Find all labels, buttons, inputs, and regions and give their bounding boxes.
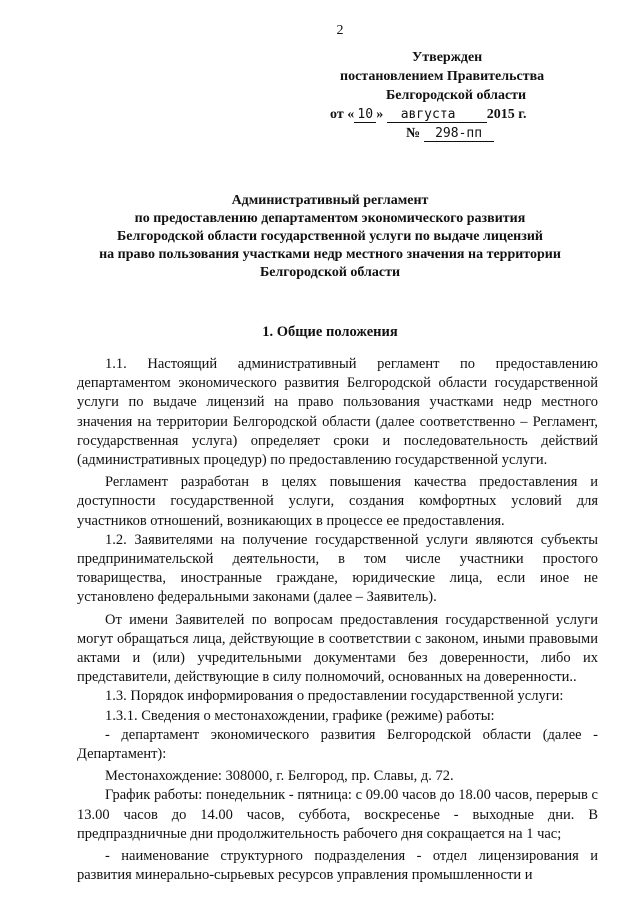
date-year: 2015 г. [486, 107, 527, 122]
paragraph: От имени Заявителей по вопросам предоставления государственной услуги могут обращаться лица, действующие в соответствии с законом, иными правовыми актами и (или) учредительными документами без доверенности, либо их представители, действующие в силу полномочий, основанных на доверенности.. [77, 611, 598, 686]
date-month: августа [387, 108, 487, 123]
date-day: 10 [354, 108, 376, 123]
document-title [60, 192, 600, 282]
approval-line-resolution: постановлением Правительства [340, 69, 545, 84]
paragraph: 1.2. Заявителями на получение государственной услуги являются субъекты предпринимательской деятельности, в том числе участники простого товарищества, иностранные граждане, юридические лица, если иное не установлено федеральными законами (далее – Заявитель). [77, 531, 598, 606]
approval-line-approved: Утвержден [412, 50, 483, 65]
title-line-4: на право пользования участками недр местного значения на территории [99, 247, 561, 262]
number-prefix: № [406, 126, 421, 141]
section-heading: 1. Общие положения [262, 324, 398, 340]
number-value: 298-пп [424, 127, 494, 142]
page-number: 2 [336, 23, 344, 38]
paragraph: Регламент разработан в целях повышения качества предоставления и доступности государственной услуги, создания комфортных условий для участников отношений, возникающих в процессе ее предоставления. [77, 474, 598, 529]
paragraph: 1.3.1. Сведения о местонахождении, графике (режиме) работы: [105, 707, 495, 724]
paragraph: Местонахождение: 308000, г. Белгород, пр. Славы, д. 72. [105, 768, 454, 785]
paragraph: - департамент экономического развития Белгородской области (далее - Департамент): [77, 726, 598, 763]
paragraph: График работы: понедельник - пятница: с 09.00 часов до 18.00 часов, перерыв с 13.00 часов до 14.00 часов, суббота, воскресенье - выходные дни. В предпраздничные дни продолжительность рабочего дня сокращается на 1 час; [77, 787, 598, 842]
section-body [77, 355, 598, 885]
paragraph: 1.1. Настоящий административный регламент по предоставлению департаментом экономического развития Белгородской области государственной услуги по выдаче лицензий на право пользования участками недр местного значения на территории Белгородской области (далее соответственно – Регламент, государственная услуга) определяет сроки и последовательность действий (административных процедур) по предоставлению государственной услуги. [77, 356, 598, 469]
title-line-3: Белгородской области государственной услуги по выдаче лицензий [117, 229, 543, 244]
date-prefix: от « [330, 107, 355, 122]
approval-stamp [326, 48, 626, 143]
approval-number [326, 124, 626, 143]
approval-date [326, 105, 626, 124]
paragraph: 1.3. Порядок информирования о предоставлении государственной услуги: [105, 688, 564, 705]
paragraph: - наименование структурного подразделения - отдел лицензирования и развития минерально-сырьевых ресурсов управления промышленности и [77, 848, 598, 884]
title-line-2: по предоставлению департаментом экономического развития [134, 211, 526, 226]
approval-line-region: Белгородской области [386, 88, 527, 103]
date-mid: » [376, 107, 384, 122]
title-line-1: Административный регламент [231, 193, 429, 208]
title-line-5: Белгородской области [259, 265, 401, 280]
